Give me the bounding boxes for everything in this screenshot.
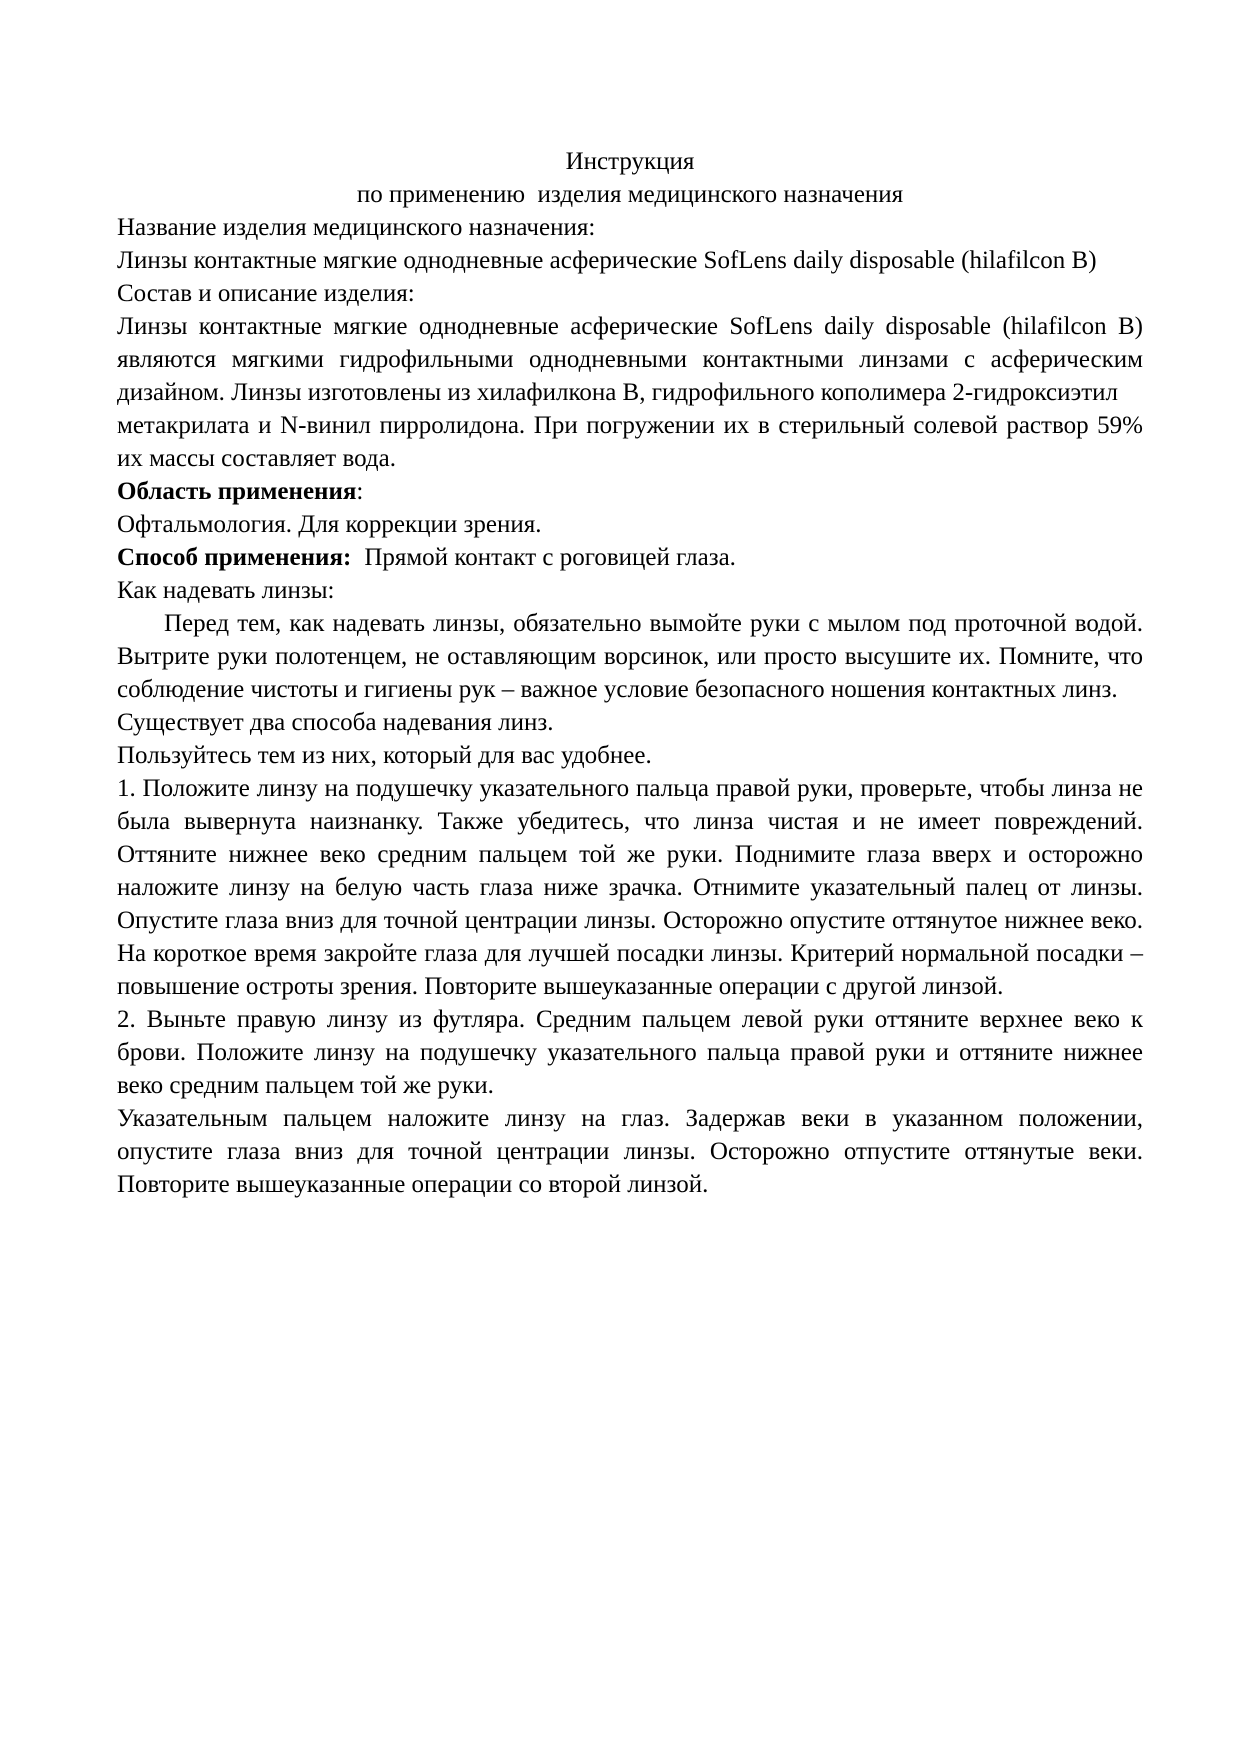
application-area-text: Офтальмология. Для коррекции зрения. (117, 511, 542, 538)
application-area-heading-colon: : (356, 478, 364, 505)
composition-text-part1: Линзы контактные мягкие однодневные асферические SofLens daily disposable (hilafilcon B) являются мягкими гидрофильными однодневными контактными линзами с асферическим дизайном. Линзы изготовлены из хилафилкона B, гидрофильного кополимера 2-гидроксиэтил (117, 313, 1143, 406)
usage-paragraph-step-2: 2. Выньте правую линзу из футляра. Средним пальцем левой руки оттяните верхнее веко к брови. Положите линзу на подушечку указательного пальца правой руки и оттяните нижнее веко средним пальцем той же руки. (117, 1006, 1143, 1099)
section-heading-product-name: Название изделия медицинского назначения: (117, 214, 596, 241)
document-title-line2: по применению изделия медицинского назначения (356, 181, 904, 208)
usage-paragraph: Пользуйтесь тем из них, который для вас удобнее. (117, 742, 652, 769)
usage-method-inline-text: Прямой контакт с роговицей глаза. (364, 544, 736, 571)
application-area-heading-text: Область применения (117, 478, 357, 505)
usage-paragraph-step-1: 1. Положите линзу на подушечку указательного пальца правой руки, проверьте, чтобы линза не была вывернута наизнанку. Также убедитесь, что линза чистая и не имеет повреждений. Оттяните нижнее веко средним пальцем той же руки. Поднимите глаза вверх и осторожно наложите линзу на белую часть глаза ниже зрачка. Отнимите указательный палец от линзы. Опустите глаза вниз для точной центрации линзы. Осторожно опустите оттянутое нижнее веко. На короткое время закройте глаза для лучшей посадки линзы. Критерий нормальной посадки – повышение остроты зрения. Повторите вышеуказанные операции с другой линзой. (117, 775, 1143, 1000)
document-title-line1: Инструкция (565, 148, 695, 175)
section-heading-usage-method (117, 541, 1143, 574)
section-heading-composition: Состав и описание изделия: (117, 280, 415, 307)
product-name-text: Линзы контактные мягкие однодневные асферические SofLens daily disposable (hilafilcon B) (117, 247, 1097, 274)
usage-paragraph: Перед тем, как надевать линзы, обязательно вымойте руки с мылом под проточной водой. Вытрите руки полотенцем, не оставляющим ворсинок, или просто высушите их. Помните, что соблюдение чистоты и гигиены рук – важное условие безопасного ношения контактных линз. (117, 610, 1143, 703)
usage-paragraph: Указательным пальцем наложите линзу на глаз. Задержав веки в указанном положении, опустите глаза вниз для точной центрации линзы. Осторожно отпустите оттянутые веки. Повторите вышеуказанные операции со второй линзой. (117, 1105, 1143, 1198)
section-heading-application-area (117, 475, 1143, 508)
usage-paragraph: Существует два способа надевания линз. (117, 709, 554, 736)
usage-method-heading-text: Способ применения: (117, 544, 352, 571)
section-heading-how-to-wear: Как надевать линзы: (117, 577, 335, 604)
composition-text-part2: метакрилата и N-винил пирролидона. При погружении их в стерильный солевой раствор 59% их массы составляет вода. (117, 412, 1143, 472)
